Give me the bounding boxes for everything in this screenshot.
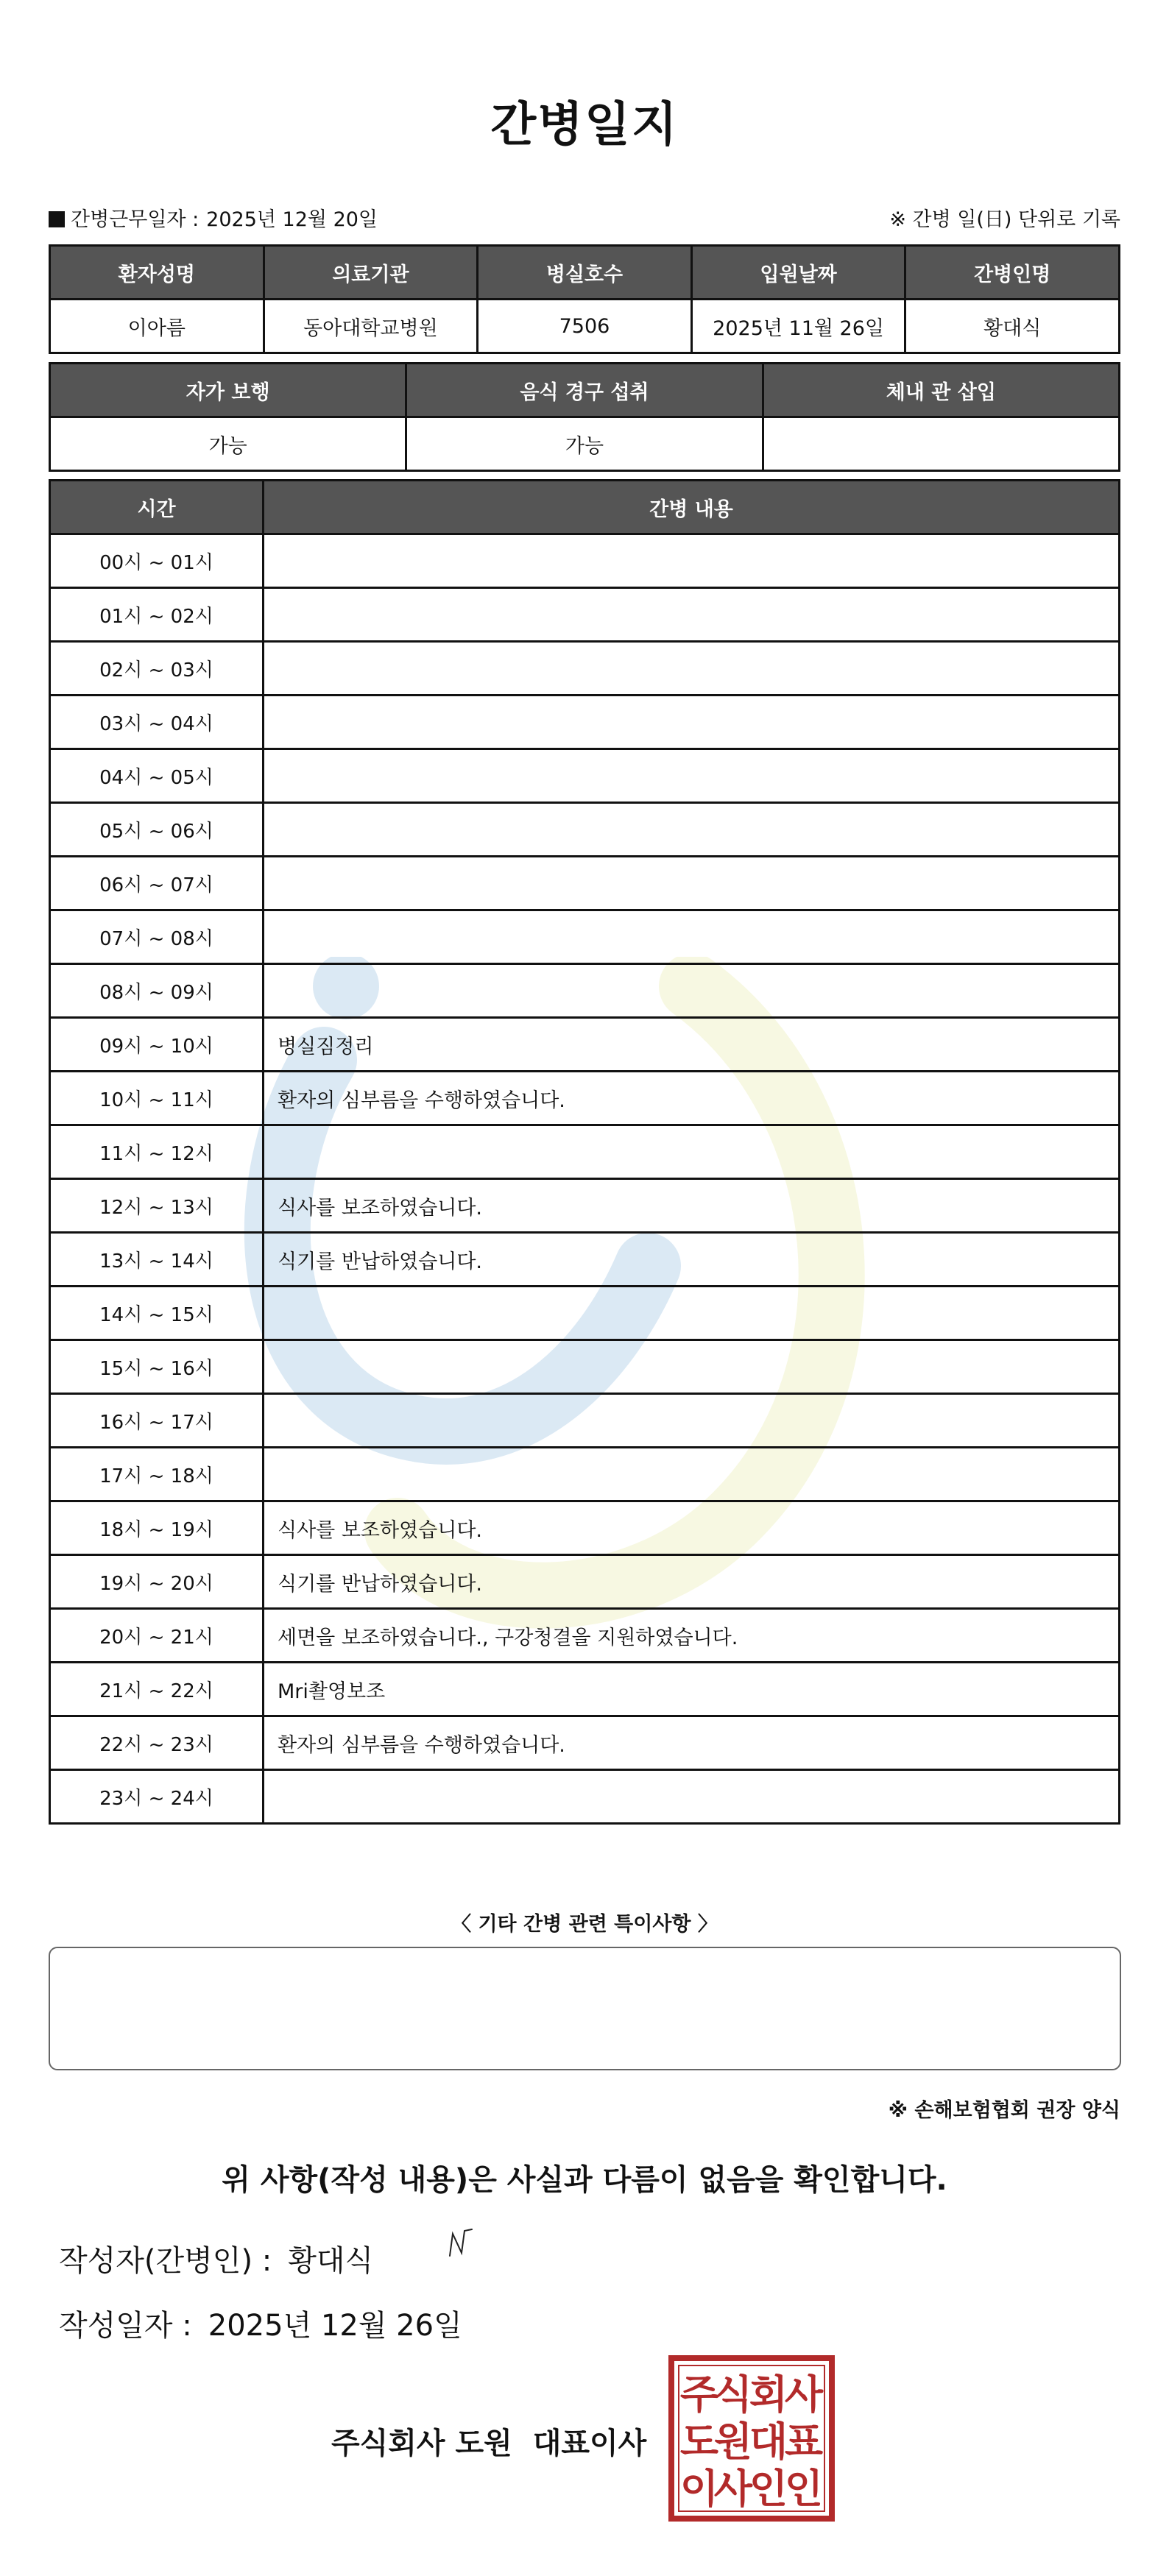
- time-slot: 20시 ~ 21시: [50, 1609, 264, 1663]
- header-care-content: 간병 내용: [264, 481, 1120, 534]
- table-row: [50, 964, 1120, 1018]
- table-row: [50, 1501, 1120, 1555]
- special-notes-title: 〈 기타 간병 관련 특이사항 〉: [451, 1913, 718, 1936]
- table-row: [50, 1716, 1120, 1770]
- table-row: [50, 1072, 1120, 1125]
- care-content: [264, 1770, 1120, 1824]
- table-row: [50, 1340, 1120, 1394]
- table-row: [50, 910, 1120, 964]
- company-seal-icon: [668, 2355, 835, 2522]
- writer-name: 황대식: [288, 2244, 374, 2278]
- caregiver-name: 황대식: [905, 300, 1120, 353]
- care-content: [264, 1125, 1120, 1179]
- care-log-body: [50, 534, 1120, 1824]
- table-row: [50, 642, 1120, 696]
- table-row: [50, 588, 1120, 642]
- company-name: 주식회사 도원: [331, 2427, 512, 2460]
- oral-intake-value: 가능: [406, 417, 763, 471]
- table-row: [50, 857, 1120, 910]
- svg-text:이: 이: [679, 2466, 719, 2512]
- confirmation-statement: 위 사항(작성 내용)은 사실과 다름이 없음을 확인합니다.: [222, 2163, 947, 2197]
- time-slot: 06시 ~ 07시: [50, 857, 264, 910]
- room-number: 7506: [478, 300, 692, 353]
- company-rep-title: 대표이사: [532, 2427, 647, 2460]
- header-caregiver-name: 간병인명: [905, 246, 1120, 300]
- time-slot: 02시 ~ 03시: [50, 642, 264, 696]
- care-content: 환자의 심부름을 수행하였습니다.: [264, 1716, 1120, 1770]
- care-content: [264, 964, 1120, 1018]
- company-line: [331, 2420, 646, 2462]
- record-note: ※ 간병 일(日) 단위로 기록: [889, 208, 1120, 231]
- table-row: [50, 1233, 1120, 1287]
- time-slot: 16시 ~ 17시: [50, 1394, 264, 1448]
- care-content: [264, 749, 1120, 803]
- table-row: [50, 1448, 1120, 1501]
- time-slot: 13시 ~ 14시: [50, 1233, 264, 1287]
- table-row: [50, 1179, 1120, 1233]
- care-content: [264, 1340, 1120, 1394]
- time-slot: 18시 ~ 19시: [50, 1501, 264, 1555]
- status-value-row: [50, 417, 1120, 471]
- care-content: [264, 1287, 1120, 1340]
- header-self-walking: 자가 보행: [50, 364, 406, 417]
- time-slot: 17시 ~ 18시: [50, 1448, 264, 1501]
- work-date-value: 2025년 12월 20일: [206, 208, 378, 231]
- time-slot: 19시 ~ 20시: [50, 1555, 264, 1609]
- patient-header-row: [50, 246, 1120, 300]
- care-content: 환자의 심부름을 수행하였습니다.: [264, 1072, 1120, 1125]
- care-log-table: [49, 479, 1120, 1825]
- time-slot: 22시 ~ 23시: [50, 1716, 264, 1770]
- recommend-note: ※ 손해보험협회 권장 양식: [888, 2099, 1120, 2122]
- table-row: [50, 1125, 1120, 1179]
- header-patient-name: 환자성명: [50, 246, 264, 300]
- time-slot: 07시 ~ 08시: [50, 910, 264, 964]
- time-slot: 11시 ~ 12시: [50, 1125, 264, 1179]
- table-row: [50, 803, 1120, 857]
- status-header-row: [50, 364, 1120, 417]
- table-row: [50, 1663, 1120, 1716]
- care-content: [264, 910, 1120, 964]
- care-content: [264, 642, 1120, 696]
- care-content: 식기를 반납하였습니다.: [264, 1233, 1120, 1287]
- table-row: [50, 1018, 1120, 1072]
- svg-text:회: 회: [749, 2371, 788, 2418]
- time-slot: 04시 ~ 05시: [50, 749, 264, 803]
- time-slot: 09시 ~ 10시: [50, 1018, 264, 1072]
- header-oral-intake: 음식 경구 섭취: [406, 364, 763, 417]
- time-slot: 00시 ~ 01시: [50, 534, 264, 588]
- time-slot: 23시 ~ 24시: [50, 1770, 264, 1824]
- patient-value-row: [50, 300, 1120, 353]
- svg-text:원: 원: [713, 2418, 753, 2465]
- time-slot: 10시 ~ 11시: [50, 1072, 264, 1125]
- work-date-label: 간병근무일자 :: [71, 208, 199, 231]
- care-content: 식사를 보조하였습니다.: [264, 1501, 1120, 1555]
- svg-text:사: 사: [713, 2466, 753, 2512]
- time-slot: 21시 ~ 22시: [50, 1663, 264, 1716]
- svg-text:인: 인: [784, 2466, 824, 2512]
- svg-text:주: 주: [679, 2371, 719, 2418]
- table-row: [50, 696, 1120, 749]
- log-header-row: [50, 481, 1120, 534]
- time-slot: 14시 ~ 15시: [50, 1287, 264, 1340]
- document-title: 간병일지: [490, 98, 679, 152]
- header-time: 시간: [50, 481, 264, 534]
- written-date-label: 작성일자 :: [59, 2309, 192, 2343]
- svg-text:인: 인: [749, 2466, 788, 2512]
- table-row: [50, 1287, 1120, 1340]
- patient-info-table: [49, 244, 1120, 354]
- table-row: [50, 1770, 1120, 1824]
- time-slot: 03시 ~ 04시: [50, 696, 264, 749]
- svg-text:식: 식: [713, 2371, 753, 2418]
- time-slot: 15시 ~ 16시: [50, 1340, 264, 1394]
- svg-text:사: 사: [784, 2371, 824, 2418]
- patient-name: 이아름: [50, 300, 264, 353]
- care-content: 식기를 반납하였습니다.: [264, 1555, 1120, 1609]
- tube-insertion-value: [763, 417, 1119, 471]
- special-notes-box: [49, 1947, 1121, 2070]
- care-content: [264, 1448, 1120, 1501]
- time-slot: 08시 ~ 09시: [50, 964, 264, 1018]
- care-content: [264, 857, 1120, 910]
- time-slot: 01시 ~ 02시: [50, 588, 264, 642]
- table-row: [50, 1394, 1120, 1448]
- header-room-number: 병실호수: [478, 246, 692, 300]
- signature-icon: [445, 2226, 478, 2262]
- written-date-value: 2025년 12월 26일: [208, 2309, 462, 2343]
- time-slot: 05시 ~ 06시: [50, 803, 264, 857]
- table-row: [50, 1609, 1120, 1663]
- care-content: Mri촬영보조: [264, 1663, 1120, 1716]
- svg-text:표: 표: [784, 2418, 824, 2465]
- care-content: 식사를 보조하였습니다.: [264, 1179, 1120, 1233]
- patient-status-table: [49, 362, 1120, 472]
- care-content: 세면을 보조하였습니다., 구강청결을 지원하였습니다.: [264, 1609, 1120, 1663]
- writer-label: 작성자(간병인) :: [59, 2244, 272, 2278]
- svg-text:대: 대: [749, 2418, 788, 2465]
- header-admission-date: 입원날짜: [691, 246, 905, 300]
- table-row: [50, 534, 1120, 588]
- table-row: [50, 749, 1120, 803]
- square-bullet-icon: [49, 211, 65, 227]
- care-content: [264, 803, 1120, 857]
- care-content: [264, 588, 1120, 642]
- writer-line: [59, 2237, 373, 2279]
- hospital-name: 동아대학교병원: [264, 300, 478, 353]
- care-content: [264, 534, 1120, 588]
- care-content: 병실짐정리: [264, 1018, 1120, 1072]
- table-row: [50, 1555, 1120, 1609]
- care-content: [264, 1394, 1120, 1448]
- header-hospital: 의료기관: [264, 246, 478, 300]
- header-tube-insertion: 체내 관 삽입: [763, 364, 1119, 417]
- written-date-line: [59, 2302, 462, 2344]
- care-content: [264, 696, 1120, 749]
- svg-text:도: 도: [679, 2418, 719, 2465]
- time-slot: 12시 ~ 13시: [50, 1179, 264, 1233]
- admission-date: 2025년 11월 26일: [691, 300, 905, 353]
- self-walking-value: 가능: [50, 417, 406, 471]
- work-date-line: [49, 203, 378, 232]
